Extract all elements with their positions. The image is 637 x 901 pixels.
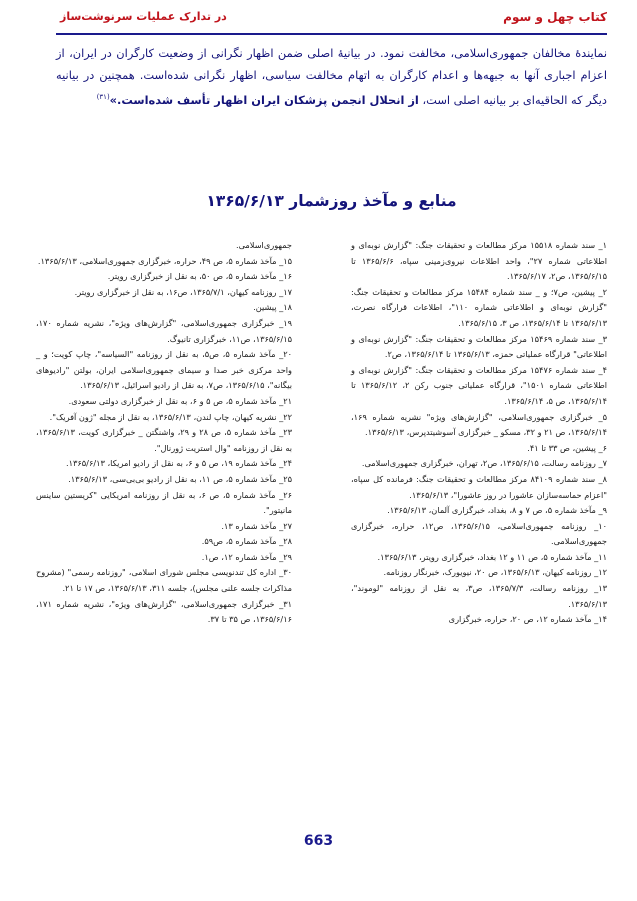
book-part-title: کتاب چهل و سوم [503,10,607,24]
source-entry: جمهوری‌اسلامی. [236,240,292,250]
source-entry: ۱۴_ مآخذ شماره ۱۲، ص ۲۰، حراره، خبرگزاری [448,614,607,625]
source-entry: ۳۱_ خبرگزاری جمهوری‌اسلامی، "گزارش‌های ویژه"، نشریه شماره ۱۷۱، ۱۳۶۵/۶/۱۶، ص ۳۵ تا ۳۷. [36,598,292,625]
source-entry: ۵_ خبرگزاری جمهوری‌اسلامی، "گزارش‌های ویژه" نشریه شماره ۱۶۹، ۱۳۶۵/۶/۱۴، ص ۲۱ و ۳۲، مسکو _ خبرگزاری آسوشیتدپرس، ۱۳۶۵/۶/۱۳. [351,411,607,438]
source-entry: ۸_ سند شماره ۸۴۱۰۹ مرکز مطالعات و تحقیقات جنگ: فرمانده کل سپاه، "اعزام حماسه‌سازان عاشورا در روز عاشورا"، ۱۳۶۵/۶/۱۳. [351,473,607,500]
source-entry: ۳۰_ اداره کل تندنویسی مجلس شورای اسلامی، "روزنامه رسمی" (مشروح مذاکرات جلسه علنی مجلس)، جلسه ۳۱۱، ۱۳۶۵/۶/۱۳، ص ۱۷ تا ۲۱. [36,567,292,594]
source-entry: ۲۰_ مآخذ شماره ۵، ص۵، به نقل از روزنامه "السیاسه"، چاپ کویت؛ و _ واحد مرکزی خبر صدا و سیمای جمهوری‌اسلامی ایران، بولتن "رادیوهای بیگانه"، ۱۳۶۵/۶/۱۵، ص۷، به نقل از رادیو اسرائیل، ۱۳۶۵/۶/۱۳. [36,349,292,391]
source-entry: ۱۰_ روزنامه جمهوری‌اسلامی، ۱۳۶۵/۶/۱۵، ص۱۲، حراره، خبرگزاری جمهوری‌اسلامی. [351,520,607,547]
source-entry: ۱۲_ روزنامه کیهان، ۱۳۶۵/۶/۱۳، ص ۲۰، نیویورک، خبرنگار روزنامه. [383,567,607,578]
book-subtitle: در تدارک عملیات سرنوشت‌ساز [60,10,227,23]
source-entry: ۱۹_ خبرگزاری جمهوری‌اسلامی، "گزارش‌های ویژه"، نشریه شماره ۱۷۰، ۱۳۶۵/۶/۱۵، ص۱۱، خبرگزاری تانیوگ. [36,317,292,344]
source-entry: ۴_ سند شماره ۱۵۴۷۶ مرکز مطالعات و تحقیقات جنگ: "گزارش نوبه‌ای و اطلاعاتی شماره ۱۵۰۱"، قرارگاه عملیاتی جنوب رکن ۲، ۱۳۶۵/۶/۱۲ تا ۱۳۶۵/۶/۱۴، ص ۵، ۱۳۶۵/۶/۱۴. [351,364,607,406]
source-entry: ۹_ مآخذ شماره ۵، ص ۷ و ۸، بغداد، خبرگزاری آلمان، ۱۳۶۵/۶/۱۳. [387,505,607,516]
sources-column-left [36,238,292,628]
source-entry: ۱۳_ روزنامه رسالت، ۱۳۶۵/۷/۳، ص۳، به نقل از روزنامه "لوموند"، ۱۳۶۵/۶/۱۳. [351,583,607,609]
source-entry: ۱۱_ مآخذ شماره ۵، ص ۱۱ و ۱۲ بغداد، خبرگزاری رویتر، ۱۳۶۵/۶/۱۳. [377,551,607,562]
source-entry: ۳_ سند شماره ۱۵۴۶۹ مرکز مطالعات و تحقیقات جنگ: "گزارش نوبه‌ای و اطلاعاتی" قرارگاه عملیاتی حمزه، ۱۳۶۵/۶/۱۳ تا ۱۳۶۵/۶/۱۴، ص۲. [351,333,607,360]
intro-sentence-2: از انحلال انجمن پزشکان ایران اظهار تأسف شده‌است.» [109,92,419,107]
header-rule [56,33,607,35]
source-entry: ۱۶_ مآخذ شماره ۵، ص ۵۰، به نقل از خبرگزاری رویتر. [107,271,292,282]
source-entry: ۱۷_ روزنامه کیهان، ۱۳۶۵/۷/۱، ص۱۶، به نقل از خبرگزاری رویتر. [74,286,292,297]
source-entry: ۱۵_ مآخذ شماره ۵، ص ۴۹، حراره، خبرگزاری جمهوری‌اسلامی، ۱۳۶۵/۶/۱۳. [37,255,292,266]
source-entry: ۲۲_ نشریه کیهان، چاپ لندن، ۱۳۶۵/۶/۱۳، به نقل از مجله "ژون آفریک". [49,411,292,422]
source-entry: ۷_ روزنامه رسالت، ۱۳۶۵/۶/۱۵، ص۲، تهران، خبرگزاری جمهوری‌اسلامی. [361,458,607,469]
source-entry: ۶_ پیشین، ص ۳۳ تا ۴۱. [527,442,607,453]
source-entry: ۲۳_ مآخذ شماره ۵، ص ۲۸ و ۲۹، واشنگتن _ خبرگزاری کویت، ۱۳۶۵/۶/۱۳، به نقل از روزنامه "وال استریت ژورنال". [36,427,292,453]
source-entry: ۲۸_ مآخذ شماره ۵، ص۵۹. [201,536,292,547]
intro-sentence-1: نمایندهٔ مخالفان جمهوری‌اسلامی، مخالفت نمود. در بیانیهٔ اصلی ضمن اظهار نگرانی از وضعیت کارگران در ایران، از اعزام اجباری آنها به جبهه‌ها و اعدام کارگران به اتهام مخالفت سیاسی، اظهار نگرانی شده‌است. همچنین در بیانیه دیگر که الحاقیه‌ای بر بیانیه اصلی است، [56,46,607,107]
source-entry: ۱_ سند شماره ۱۵۵۱۸ مرکز مطالعات و تحقیقات جنگ: "گزارش نوبه‌ای و اطلاعاتی شماره ۲۷"، واحد اطلاعات نیروی‌زمینی سپاه، ۱۳۶۵/۶/۶ تا ۱۳۶۵/۶/۱۵، ص۲، ۱۳۶۵/۶/۱۷. [351,240,607,282]
sources-column-right [351,238,607,628]
page-number: 663 [303,833,334,849]
section-title: منابع و مآخذ روزشمار ۱۳۶۵/۶/۱۳ [206,192,457,210]
page-header [40,6,607,34]
source-entry: ۲۵_ مآخذ شماره ۵، ص ۱۱، به نقل از رادیو بی‌بی‌سی، ۱۳۶۵/۶/۱۳. [68,473,292,484]
source-entry: ۲_ پیشین، ص۷؛ و _ سند شماره ۱۵۴۸۴ مرکز مطالعات و تحقیقات جنگ: "گزارش نوبه‌ای و اطلاعاتی شماره ۱۱۰"، اطلاعات قرارگاه نصرت، ۱۳۶۵/۶/۱۳ تا ۱۳۶۵/۶/۱۴، ص ۳، ۱۳۶۵/۶/۱۵. [351,286,608,328]
source-entry: ۲۷_ مآخذ شماره ۱۳. [221,520,292,531]
source-entry: ۱۸_ پیشین. [253,302,292,313]
source-entry: ۲۹_ مآخذ شماره ۱۲، ص۱. [201,551,292,562]
source-entry: ۲۱_ مآخذ شماره ۵، ص ۵ و ۶، به نقل از خبرگزاری دولتی سعودی. [68,395,292,406]
footnote-ref: (۳۱) [96,93,110,101]
source-entry: ۲۶_ مآخذ شماره ۵، ص ۶، به نقل از روزنامه امریکایی "کریستین ساینس مانیتور". [36,489,292,516]
intro-paragraph [56,42,607,111]
source-entry: ۲۴_ مآخذ شماره ۱۹، ص ۵ و ۶، به نقل از رادیو امریکا، ۱۳۶۵/۶/۱۳. [65,458,292,469]
